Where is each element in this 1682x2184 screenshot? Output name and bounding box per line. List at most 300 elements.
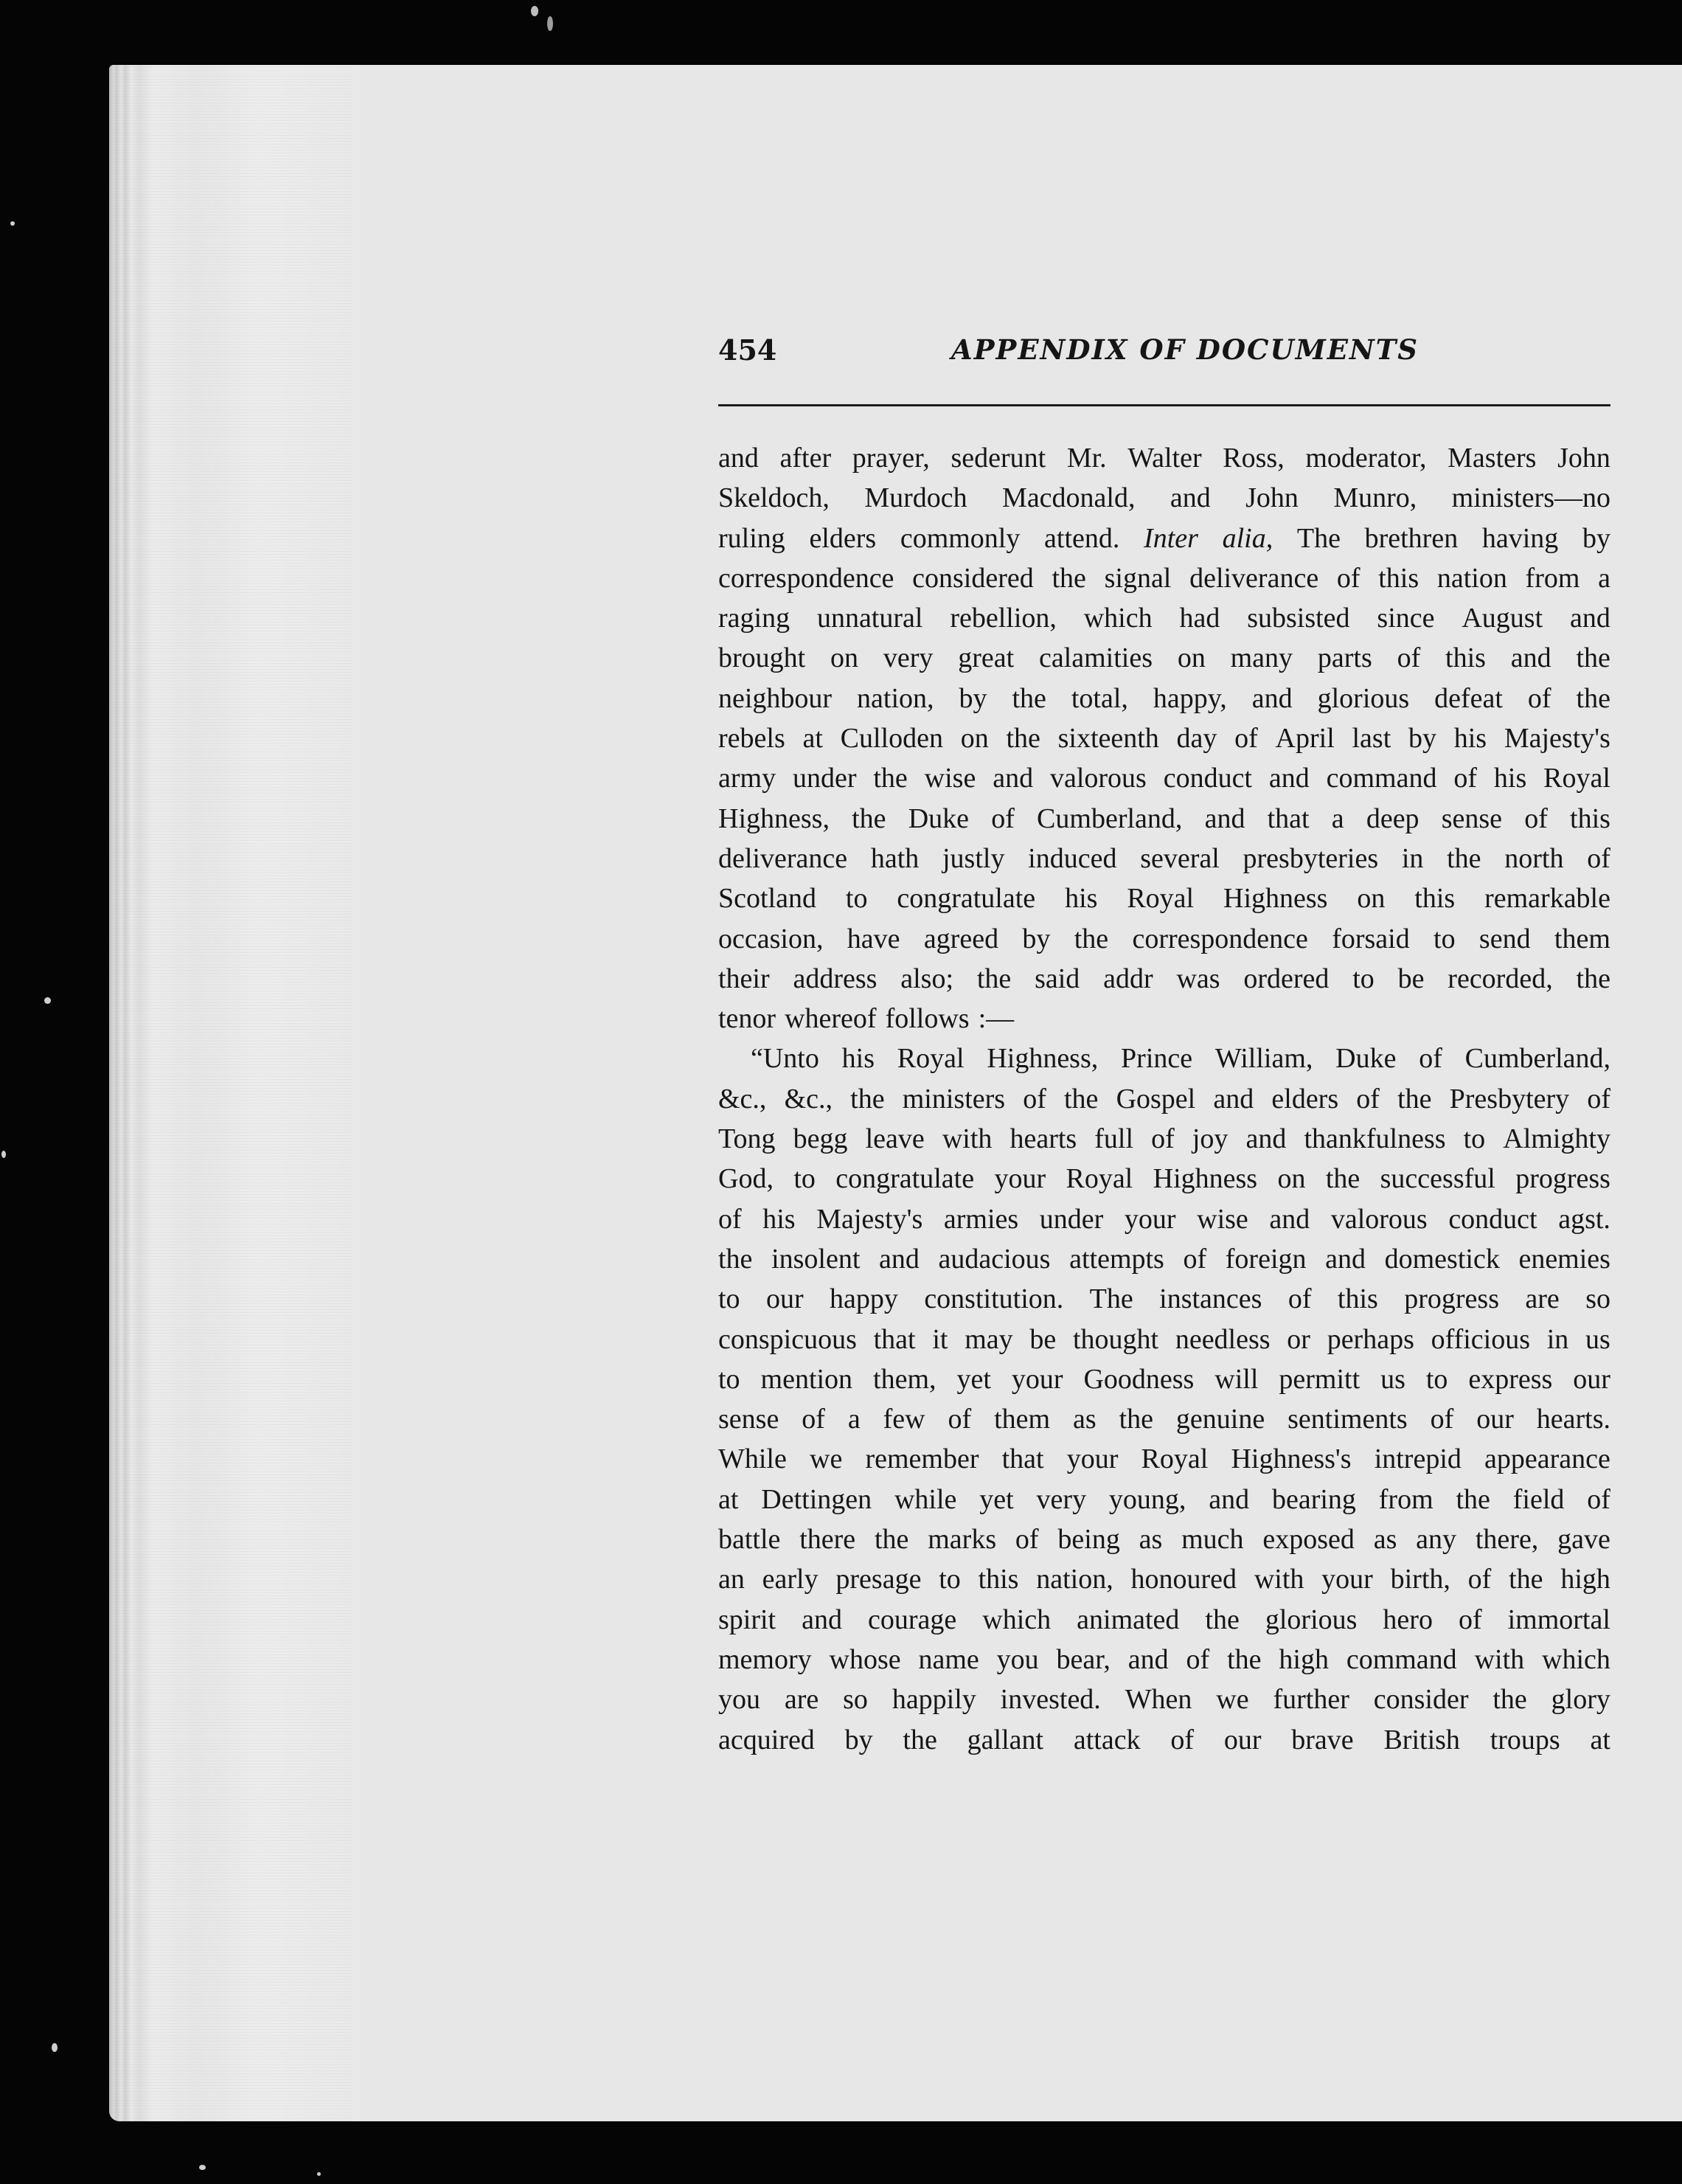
- word: Walter: [1127, 443, 1202, 474]
- word: insolent: [771, 1243, 861, 1275]
- word: John: [1245, 482, 1299, 514]
- word: express: [1468, 1363, 1553, 1395]
- word: yet: [979, 1483, 1014, 1515]
- word: this: [1378, 562, 1419, 594]
- word: appearance: [1484, 1443, 1610, 1475]
- word: send: [1478, 923, 1531, 954]
- word: to: [718, 1283, 740, 1315]
- word: his: [841, 1043, 875, 1075]
- word: you: [996, 1643, 1039, 1675]
- word: and: [802, 1604, 842, 1635]
- word: attempts: [1069, 1243, 1164, 1275]
- word: calamities: [1038, 642, 1153, 674]
- word: this: [1414, 883, 1456, 915]
- word: of: [1587, 842, 1610, 874]
- word: on: [960, 723, 989, 755]
- word: by: [959, 682, 987, 714]
- word: by: [1022, 923, 1051, 954]
- dust-speck: [547, 16, 553, 31]
- word: that: [873, 1323, 916, 1355]
- word: honoured: [1130, 1564, 1237, 1595]
- word: Tong: [718, 1123, 776, 1155]
- word: officious: [1431, 1323, 1531, 1355]
- word: with: [942, 1123, 993, 1155]
- word: Scotland: [718, 883, 816, 915]
- word: needless: [1175, 1323, 1271, 1355]
- word: invested.: [1000, 1684, 1101, 1716]
- word: presbyteries: [1243, 842, 1379, 874]
- word: parts: [1317, 642, 1372, 674]
- word: ordered: [1243, 963, 1330, 994]
- word: them,: [873, 1363, 936, 1395]
- word: progress: [1515, 1163, 1610, 1195]
- word: as: [1139, 1524, 1163, 1556]
- word: a: [847, 1404, 861, 1435]
- word: congratulate: [835, 1163, 975, 1195]
- word: Munro,: [1333, 482, 1417, 514]
- word: the: [1119, 1404, 1153, 1435]
- word: sixteenth: [1057, 723, 1159, 755]
- word: courage: [868, 1604, 957, 1635]
- word: as: [1072, 1404, 1097, 1435]
- word: on: [1357, 883, 1386, 915]
- text-line: [718, 999, 1610, 1039]
- word: of: [1587, 1083, 1610, 1114]
- word: there: [799, 1524, 856, 1556]
- word: domestick: [1384, 1243, 1500, 1275]
- word: conduct: [1163, 763, 1252, 794]
- word: us: [1585, 1323, 1610, 1355]
- word: genuine: [1175, 1404, 1265, 1435]
- word: progress: [1404, 1283, 1499, 1315]
- word: of: [1458, 1604, 1482, 1635]
- word: which: [1542, 1643, 1610, 1675]
- word: the: [976, 963, 1012, 994]
- word: enemies: [1518, 1243, 1610, 1275]
- word: that: [1001, 1443, 1044, 1475]
- dust-speck: [1, 1151, 6, 1158]
- word: on: [1277, 1163, 1306, 1195]
- word: Duke: [908, 802, 970, 834]
- text-line: [718, 1480, 1610, 1519]
- word: John: [1557, 443, 1610, 474]
- text-line: [718, 679, 1610, 718]
- word: Goodness: [1083, 1363, 1195, 1395]
- word: be: [1029, 1323, 1057, 1355]
- word: and: [1269, 1203, 1310, 1235]
- word: glorious: [1317, 682, 1410, 714]
- word: elders: [1271, 1083, 1339, 1114]
- word: and: [879, 1243, 920, 1275]
- word: high: [1279, 1643, 1329, 1675]
- word: God,: [718, 1163, 774, 1195]
- word: much: [1181, 1524, 1244, 1556]
- word: of: [1397, 642, 1421, 674]
- word: and: [1213, 1083, 1254, 1114]
- text-line: [718, 1119, 1610, 1159]
- word: attend.: [1044, 522, 1120, 554]
- word: nation,: [1036, 1564, 1113, 1595]
- word: Highness: [1153, 1163, 1258, 1195]
- word: correspondence: [718, 562, 894, 594]
- word: unnatural: [816, 603, 923, 634]
- word: conduct: [1448, 1203, 1537, 1235]
- word: ministers: [902, 1083, 1006, 1114]
- word: glory: [1551, 1684, 1610, 1716]
- word: The: [1296, 522, 1341, 554]
- word: the: [1064, 1083, 1099, 1114]
- word: full: [1094, 1123, 1134, 1155]
- word: early: [762, 1564, 819, 1595]
- word: nation: [1436, 562, 1507, 594]
- word: them: [1554, 923, 1610, 954]
- word: of: [1467, 1564, 1492, 1595]
- text-line: [718, 758, 1610, 798]
- word: moderator,: [1305, 443, 1427, 474]
- word: begg: [793, 1123, 848, 1155]
- word: Masters: [1448, 443, 1537, 474]
- word: brave: [1291, 1724, 1354, 1755]
- text-line: [718, 1079, 1610, 1119]
- word: exposed: [1262, 1524, 1355, 1556]
- text-line: [718, 1199, 1610, 1239]
- word: we: [1216, 1684, 1249, 1716]
- word: Gospel: [1116, 1083, 1196, 1114]
- word: total,: [1071, 682, 1128, 714]
- word: Almighty: [1503, 1123, 1610, 1155]
- word: great: [958, 642, 1015, 674]
- word: successful: [1380, 1163, 1495, 1195]
- word: command: [1346, 1643, 1457, 1675]
- word: also;: [900, 963, 954, 994]
- word: any: [1416, 1524, 1457, 1556]
- body-text: [718, 438, 1610, 1760]
- word: &c.,: [784, 1083, 833, 1114]
- word: of: [718, 1203, 742, 1235]
- word: the: [1576, 963, 1610, 994]
- word: brought: [718, 642, 806, 674]
- word: defeat: [1434, 682, 1503, 714]
- word: sederunt: [951, 443, 1046, 474]
- word: Majesty's: [1504, 723, 1610, 755]
- word: are: [784, 1684, 819, 1716]
- text-line: [718, 839, 1610, 878]
- word: his: [762, 1203, 796, 1235]
- word: gave: [1557, 1524, 1610, 1556]
- text-line: [718, 878, 1610, 918]
- word: in: [1401, 842, 1424, 874]
- word: signal: [1104, 562, 1172, 594]
- word: which: [982, 1604, 1052, 1635]
- word: the: [1492, 1684, 1527, 1716]
- text-line: [718, 1279, 1610, 1319]
- word: wise: [924, 763, 976, 794]
- word: the: [1006, 723, 1040, 755]
- word: joy: [1192, 1123, 1229, 1155]
- word: this: [978, 1564, 1019, 1595]
- text-line: [718, 478, 1610, 518]
- word: them: [994, 1404, 1051, 1435]
- word: birth,: [1390, 1564, 1450, 1595]
- word: of: [1587, 1483, 1610, 1515]
- word: whereof: [785, 1003, 877, 1035]
- word: deep: [1366, 802, 1419, 834]
- word: hearts.: [1536, 1404, 1610, 1435]
- word: very: [1036, 1483, 1087, 1515]
- word: in: [1546, 1323, 1569, 1355]
- page-stack-lines: [109, 65, 352, 2121]
- word: we: [810, 1443, 843, 1475]
- word: instances: [1159, 1283, 1262, 1315]
- word: the: [1227, 1643, 1262, 1675]
- word: army: [718, 763, 776, 794]
- word: audacious: [938, 1243, 1051, 1275]
- word: neighbour: [718, 682, 833, 714]
- word: Skeldoch,: [718, 482, 830, 514]
- word: marks: [928, 1524, 997, 1556]
- word: your: [1321, 1564, 1373, 1595]
- word: this: [1337, 1283, 1378, 1315]
- word: agreed: [923, 923, 999, 954]
- word: considered: [912, 562, 1034, 594]
- word: very: [883, 642, 934, 674]
- word: brethren: [1364, 522, 1459, 554]
- word: your: [1124, 1203, 1176, 1235]
- word: Prince: [1121, 1043, 1193, 1075]
- word: commonly: [900, 522, 1021, 554]
- word: at: [718, 1483, 739, 1515]
- word: congratulate: [897, 883, 1036, 915]
- word: high: [1560, 1564, 1610, 1595]
- dust-speck: [52, 2043, 58, 2052]
- page-number: 454: [718, 333, 777, 367]
- word: attack: [1073, 1724, 1141, 1755]
- word: Royal: [1141, 1443, 1209, 1475]
- word: be: [1397, 963, 1425, 994]
- word: being: [1057, 1524, 1120, 1556]
- word: Murdoch: [864, 482, 967, 514]
- word: Ross,: [1223, 443, 1285, 474]
- word: William,: [1214, 1043, 1313, 1075]
- word: thankfulness: [1304, 1123, 1446, 1155]
- word: agst.: [1558, 1203, 1610, 1235]
- word: day: [1176, 723, 1217, 755]
- word: and: [1251, 682, 1293, 714]
- word: of: [1170, 1724, 1195, 1755]
- word: to: [718, 1363, 740, 1395]
- word: and: [1245, 1123, 1287, 1155]
- dust-speck: [44, 997, 51, 1004]
- text-line: [718, 1519, 1610, 1559]
- word: The: [1089, 1283, 1133, 1315]
- word: Highness: [1223, 883, 1328, 915]
- text-line: [718, 959, 1610, 999]
- word: While: [718, 1443, 787, 1475]
- word: consider: [1373, 1684, 1469, 1716]
- word: of: [948, 1404, 972, 1435]
- word: of: [1015, 1524, 1039, 1556]
- word: under: [792, 763, 857, 794]
- word: have: [847, 923, 900, 954]
- word: as: [1373, 1524, 1397, 1556]
- dust-speck: [531, 6, 538, 16]
- word: at: [802, 723, 823, 755]
- word: the: [1397, 1083, 1432, 1114]
- word: after: [779, 443, 832, 474]
- word: this: [1445, 642, 1486, 674]
- word: yet: [956, 1363, 991, 1395]
- word: and: [1204, 802, 1245, 834]
- word: bearing: [1271, 1483, 1356, 1515]
- word: the: [1052, 562, 1086, 594]
- word: the: [1074, 923, 1109, 954]
- word: a: [1598, 562, 1610, 594]
- word: while: [894, 1483, 957, 1515]
- word: his: [1493, 763, 1527, 794]
- word: rebels: [718, 723, 785, 755]
- word: address: [793, 963, 878, 994]
- word: us: [1380, 1363, 1405, 1395]
- text-line: [718, 718, 1610, 758]
- word: British: [1383, 1724, 1460, 1755]
- word: happy: [830, 1283, 898, 1315]
- word: with: [1474, 1643, 1525, 1675]
- word: “Unto: [751, 1043, 819, 1075]
- word: which: [1083, 603, 1153, 634]
- text-line: [718, 638, 1610, 678]
- word: Royal: [1066, 1163, 1133, 1195]
- word: of: [802, 1404, 825, 1435]
- word: to: [793, 1163, 816, 1195]
- word: on: [1177, 642, 1206, 674]
- word: deliverance: [1189, 562, 1319, 594]
- text-line: [718, 799, 1610, 839]
- word: Highness,: [718, 802, 830, 834]
- word: the: [1325, 1163, 1360, 1195]
- word: immortal: [1507, 1604, 1610, 1635]
- word: your: [994, 1163, 1046, 1195]
- word: constitution.: [924, 1283, 1064, 1315]
- word: or: [1287, 1323, 1310, 1355]
- word: Cumberland,: [1037, 802, 1183, 834]
- word: many: [1230, 642, 1293, 674]
- word: the: [1576, 642, 1610, 674]
- word: our: [765, 1283, 804, 1315]
- word: are: [1525, 1283, 1560, 1315]
- word: Mr.: [1066, 443, 1107, 474]
- word: to: [1433, 923, 1456, 954]
- word: the: [1205, 1604, 1240, 1635]
- header-rule: [718, 404, 1610, 406]
- word: name: [918, 1643, 979, 1675]
- word: field: [1512, 1483, 1565, 1515]
- word: hearts: [1009, 1123, 1077, 1155]
- word: of: [1287, 1283, 1312, 1315]
- word: with: [1254, 1564, 1304, 1595]
- word: a: [1331, 802, 1344, 834]
- word: justly: [942, 842, 1005, 874]
- word: remarkable: [1484, 883, 1610, 915]
- word: the: [873, 763, 908, 794]
- word: since: [1377, 603, 1435, 634]
- word: gallant: [967, 1724, 1044, 1755]
- word: and: [1268, 763, 1310, 794]
- word: further: [1273, 1684, 1349, 1716]
- word: Highness's: [1231, 1443, 1352, 1475]
- word: forsaid: [1332, 923, 1410, 954]
- word: armies: [943, 1203, 1019, 1235]
- word: the: [874, 1524, 909, 1556]
- word: presage: [835, 1564, 922, 1595]
- word: our: [1223, 1724, 1262, 1755]
- word: raging: [718, 603, 790, 634]
- word: command: [1326, 763, 1437, 794]
- word: leave: [865, 1123, 925, 1155]
- text-line: [718, 1559, 1610, 1599]
- text-line: [718, 1320, 1610, 1359]
- word: from: [1378, 1483, 1433, 1515]
- word: and: [1127, 1643, 1169, 1675]
- word: recorded,: [1448, 963, 1553, 994]
- word: :—: [978, 1003, 1015, 1035]
- word: April: [1275, 723, 1335, 755]
- word: Cumberland,: [1464, 1043, 1610, 1075]
- text-line: [718, 1720, 1610, 1760]
- word: subsisted: [1247, 603, 1350, 634]
- word: the: [1576, 682, 1610, 714]
- text-line: [718, 558, 1610, 598]
- word: glorious: [1265, 1604, 1358, 1635]
- word: their: [718, 963, 770, 994]
- word: valorous: [1330, 1203, 1428, 1235]
- word: Culloden: [840, 723, 943, 755]
- word: of: [1524, 802, 1548, 834]
- word: young,: [1108, 1483, 1186, 1515]
- word: acquired: [718, 1724, 815, 1755]
- word: of: [1234, 723, 1258, 755]
- word: Royal: [1543, 763, 1610, 794]
- word: Duke: [1335, 1043, 1397, 1075]
- word: sentiments: [1287, 1404, 1408, 1435]
- text-line: [718, 1600, 1610, 1640]
- word: valorous: [1049, 763, 1147, 794]
- text-line: [718, 519, 1610, 558]
- word: the: [1447, 842, 1481, 874]
- word: of: [991, 802, 1015, 834]
- word: and: [993, 763, 1034, 794]
- word: and: [718, 443, 759, 474]
- word: battle: [718, 1524, 781, 1556]
- word: Macdonald,: [1002, 482, 1136, 514]
- word: it: [932, 1323, 948, 1355]
- word: and: [1325, 1243, 1366, 1275]
- word: alia,: [1222, 522, 1273, 554]
- word: the: [1012, 682, 1046, 714]
- word: from: [1525, 562, 1580, 594]
- word: our: [1476, 1404, 1514, 1435]
- word: wise: [1197, 1203, 1248, 1235]
- word: so: [1585, 1283, 1610, 1315]
- word: the: [850, 1083, 885, 1114]
- word: his: [1453, 723, 1487, 755]
- word: the: [903, 1724, 937, 1755]
- word: ministers—no: [1451, 482, 1610, 514]
- word: your: [1011, 1363, 1063, 1395]
- dust-speck: [199, 2165, 206, 2170]
- word: that: [1267, 802, 1310, 834]
- word: of: [1151, 1123, 1175, 1155]
- word: mention: [760, 1363, 853, 1395]
